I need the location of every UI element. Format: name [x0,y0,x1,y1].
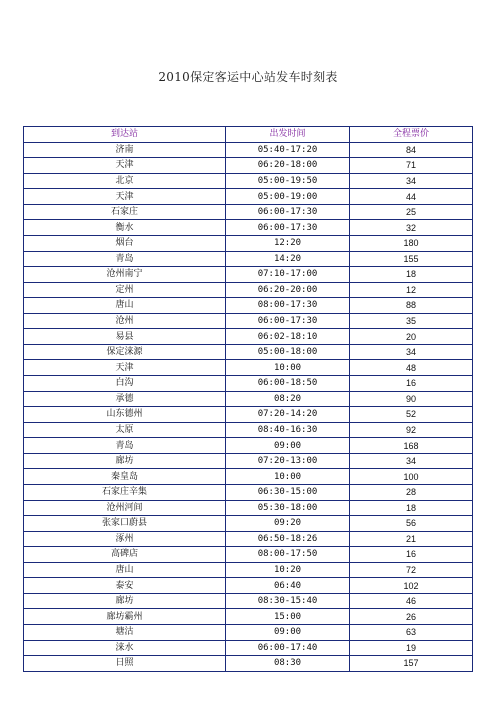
destination-cell: 天津 [24,158,226,174]
fare-cell: 16 [350,547,473,563]
header-full-fare: 全程票价 [350,127,473,143]
departure-time-cell: 05:40-17:20 [226,142,350,158]
table-row [24,640,473,656]
fare-cell: 180 [350,235,473,251]
departure-time-cell: 07:20-14:20 [226,407,350,423]
destination-cell: 涞水 [24,640,226,656]
table-row [24,438,473,454]
table-row [24,593,473,609]
fare-cell: 155 [350,251,473,267]
table-row [24,376,473,392]
departure-time-cell: 06:02-18:10 [226,329,350,345]
destination-cell: 石家庄 [24,204,226,220]
table-row [24,656,473,672]
departure-time-cell: 06:20-20:00 [226,282,350,298]
fare-cell: 48 [350,360,473,376]
table-row [24,562,473,578]
departure-time-cell: 08:40-16:30 [226,422,350,438]
fare-cell: 35 [350,313,473,329]
fare-cell: 102 [350,578,473,594]
fare-cell: 34 [350,453,473,469]
departure-time-cell: 08:30 [226,656,350,672]
departure-time-cell: 08:00-17:50 [226,547,350,563]
table-row [24,329,473,345]
departure-time-cell: 05:30-18:00 [226,500,350,516]
departure-time-cell: 05:00-18:00 [226,344,350,360]
table-row [24,547,473,563]
departure-time-cell: 14:20 [226,251,350,267]
departure-time-cell: 08:30-15:40 [226,593,350,609]
fare-cell: 84 [350,142,473,158]
destination-cell: 北京 [24,173,226,189]
departure-time-cell: 06:00-17:40 [226,640,350,656]
destination-cell: 山东德州 [24,407,226,423]
fare-cell: 12 [350,282,473,298]
header-departure-time: 出发时间 [226,127,350,143]
table-row [24,531,473,547]
departure-time-cell: 12:20 [226,235,350,251]
destination-cell: 塘沽 [24,625,226,641]
fare-cell: 25 [350,204,473,220]
document-title: 2010保定客运中心站发车时刻表 [158,70,338,84]
fare-cell: 32 [350,220,473,236]
departure-time-cell: 06:00-17:30 [226,220,350,236]
departure-time-cell: 06:30-15:00 [226,484,350,500]
destination-cell: 涿州 [24,531,226,547]
destination-cell: 白沟 [24,376,226,392]
table-row [24,609,473,625]
fare-cell: 21 [350,531,473,547]
table-row [24,298,473,314]
departure-time-cell: 06:40 [226,578,350,594]
destination-cell: 易县 [24,329,226,345]
departure-time-cell: 06:00-17:30 [226,204,350,220]
destination-cell: 高碑店 [24,547,226,563]
departure-time-cell: 06:50-18:26 [226,531,350,547]
destination-cell: 廊坊 [24,453,226,469]
fare-cell: 18 [350,500,473,516]
destination-cell: 太原 [24,422,226,438]
fare-cell: 72 [350,562,473,578]
table-row [24,391,473,407]
destination-cell: 天津 [24,360,226,376]
departure-time-cell: 10:20 [226,562,350,578]
fare-cell: 92 [350,422,473,438]
departure-time-cell: 08:00-17:30 [226,298,350,314]
destination-cell: 廊坊 [24,593,226,609]
departure-time-cell: 08:20 [226,391,350,407]
destination-cell: 张家口蔚县 [24,516,226,532]
table-row [24,235,473,251]
fare-cell: 100 [350,469,473,485]
table-row [24,453,473,469]
fare-cell: 56 [350,516,473,532]
table-row [24,204,473,220]
table-row [24,578,473,594]
fare-cell: 52 [350,407,473,423]
departure-time-cell: 07:10-17:00 [226,267,350,283]
table-row [24,313,473,329]
departure-time-cell: 10:00 [226,469,350,485]
table-row [24,189,473,205]
table-row [24,484,473,500]
table-row [24,344,473,360]
destination-cell: 保定涞源 [24,344,226,360]
fare-cell: 34 [350,173,473,189]
destination-cell: 定州 [24,282,226,298]
schedule-table [23,126,473,672]
fare-cell: 90 [350,391,473,407]
fare-cell: 44 [350,189,473,205]
fare-cell: 46 [350,593,473,609]
table-row [24,625,473,641]
destination-cell: 青岛 [24,438,226,454]
table-row [24,360,473,376]
departure-time-cell: 10:00 [226,360,350,376]
table-header-row [24,127,473,143]
destination-cell: 天津 [24,189,226,205]
table-row [24,251,473,267]
table-row [24,469,473,485]
fare-cell: 71 [350,158,473,174]
destination-cell: 烟台 [24,235,226,251]
destination-cell: 沧州河间 [24,500,226,516]
departure-time-cell: 06:20-18:00 [226,158,350,174]
fare-cell: 157 [350,656,473,672]
table-row [24,282,473,298]
destination-cell: 唐山 [24,298,226,314]
destination-cell: 济南 [24,142,226,158]
departure-time-cell: 09:00 [226,625,350,641]
fare-cell: 88 [350,298,473,314]
destination-cell: 沧州南宁 [24,267,226,283]
destination-cell: 沧州 [24,313,226,329]
fare-cell: 34 [350,344,473,360]
departure-time-cell: 09:20 [226,516,350,532]
destination-cell: 日照 [24,656,226,672]
departure-time-cell: 05:00-19:50 [226,173,350,189]
table-row [24,516,473,532]
table-row [24,407,473,423]
fare-cell: 28 [350,484,473,500]
table-row [24,142,473,158]
fare-cell: 26 [350,609,473,625]
departure-time-cell: 06:00-17:30 [226,313,350,329]
departure-time-cell: 05:00-19:00 [226,189,350,205]
destination-cell: 承德 [24,391,226,407]
table-row [24,267,473,283]
destination-cell: 泰安 [24,578,226,594]
table-row [24,158,473,174]
table-row [24,422,473,438]
fare-cell: 19 [350,640,473,656]
destination-cell: 秦皇岛 [24,469,226,485]
fare-cell: 20 [350,329,473,345]
destination-cell: 唐山 [24,562,226,578]
departure-time-cell: 09:00 [226,438,350,454]
destination-cell: 石家庄辛集 [24,484,226,500]
table-row [24,173,473,189]
fare-cell: 63 [350,625,473,641]
table-row [24,500,473,516]
destination-cell: 衡水 [24,220,226,236]
fare-cell: 16 [350,376,473,392]
departure-time-cell: 15:00 [226,609,350,625]
destination-cell: 青岛 [24,251,226,267]
fare-cell: 168 [350,438,473,454]
header-destination: 到达站 [24,127,226,143]
table-row [24,220,473,236]
departure-time-cell: 06:00-18:50 [226,376,350,392]
fare-cell: 18 [350,267,473,283]
destination-cell: 廊坊霸州 [24,609,226,625]
departure-time-cell: 07:20-13:00 [226,453,350,469]
